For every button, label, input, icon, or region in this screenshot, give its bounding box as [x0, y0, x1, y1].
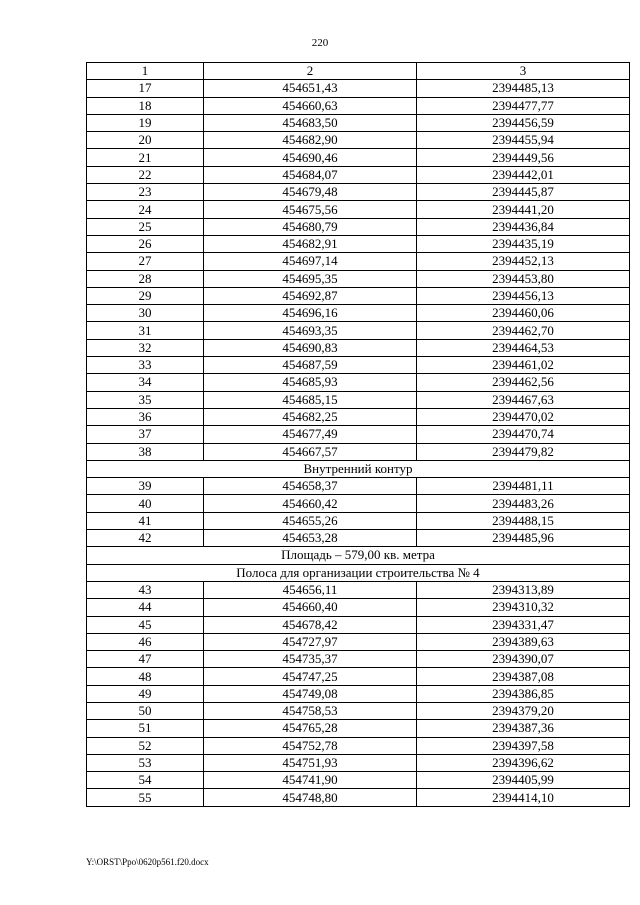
y-coordinate-cell: 2394488,15 [417, 512, 630, 529]
point-number-cell: 40 [87, 495, 204, 512]
y-coordinate-cell: 2394485,13 [417, 80, 630, 97]
x-coordinate-cell: 454658,37 [204, 478, 417, 495]
file-path-footer: Y:\ORST\Ppo\0620p561.f20.docx [86, 857, 209, 867]
x-coordinate-cell: 454735,37 [204, 651, 417, 668]
x-coordinate-cell: 454741,90 [204, 772, 417, 789]
y-coordinate-cell: 2394455,94 [417, 132, 630, 149]
y-coordinate-cell: 2394310,32 [417, 599, 630, 616]
y-coordinate-cell: 2394414,10 [417, 789, 630, 806]
table-section-row [87, 460, 630, 477]
x-coordinate-cell: 454682,25 [204, 408, 417, 425]
page-number: 220 [311, 37, 329, 49]
table-row [87, 391, 630, 408]
y-coordinate-cell: 2394467,63 [417, 391, 630, 408]
table-row [87, 235, 630, 252]
x-coordinate-cell: 454747,25 [204, 668, 417, 685]
point-number-cell: 19 [87, 114, 204, 131]
header-cell-2: 2 [204, 63, 417, 80]
x-coordinate-cell: 454752,78 [204, 737, 417, 754]
table-row [87, 97, 630, 114]
table-row [87, 495, 630, 512]
point-number-cell: 48 [87, 668, 204, 685]
y-coordinate-cell: 2394313,89 [417, 581, 630, 598]
y-coordinate-cell: 2394453,80 [417, 270, 630, 287]
table-row [87, 201, 630, 218]
x-coordinate-cell: 454690,46 [204, 149, 417, 166]
point-number-cell: 51 [87, 720, 204, 737]
point-number-cell: 32 [87, 339, 204, 356]
y-coordinate-cell: 2394456,59 [417, 114, 630, 131]
table-row [87, 616, 630, 633]
table-row [87, 737, 630, 754]
y-coordinate-cell: 2394461,02 [417, 357, 630, 374]
point-number-cell: 47 [87, 651, 204, 668]
x-coordinate-cell: 454697,14 [204, 253, 417, 270]
table-row [87, 339, 630, 356]
y-coordinate-cell: 2394387,08 [417, 668, 630, 685]
x-coordinate-cell: 454679,48 [204, 184, 417, 201]
y-coordinate-cell: 2394477,77 [417, 97, 630, 114]
point-number-cell: 29 [87, 287, 204, 304]
y-coordinate-cell: 2394436,84 [417, 218, 630, 235]
x-coordinate-cell: 454667,57 [204, 443, 417, 460]
point-number-cell: 45 [87, 616, 204, 633]
point-number-cell: 41 [87, 512, 204, 529]
table-row [87, 408, 630, 425]
x-coordinate-cell: 454748,80 [204, 789, 417, 806]
point-number-cell: 44 [87, 599, 204, 616]
point-number-cell: 18 [87, 97, 204, 114]
y-coordinate-cell: 2394442,01 [417, 166, 630, 183]
table-row [87, 374, 630, 391]
x-coordinate-cell: 454660,40 [204, 599, 417, 616]
table-row [87, 772, 630, 789]
point-number-cell: 55 [87, 789, 204, 806]
y-coordinate-cell: 2394470,74 [417, 426, 630, 443]
y-coordinate-cell: 2394483,26 [417, 495, 630, 512]
point-number-cell: 53 [87, 754, 204, 771]
x-coordinate-cell: 454682,90 [204, 132, 417, 149]
section-title: Площадь – 579,00 кв. метра [87, 547, 630, 564]
x-coordinate-cell: 454751,93 [204, 754, 417, 771]
y-coordinate-cell: 2394389,63 [417, 633, 630, 650]
y-coordinate-cell: 2394481,11 [417, 478, 630, 495]
table-row [87, 305, 630, 322]
table-row [87, 633, 630, 650]
x-coordinate-cell: 454655,26 [204, 512, 417, 529]
x-coordinate-cell: 454684,07 [204, 166, 417, 183]
x-coordinate-cell: 454685,93 [204, 374, 417, 391]
point-number-cell: 46 [87, 633, 204, 650]
y-coordinate-cell: 2394435,19 [417, 235, 630, 252]
x-coordinate-cell: 454758,53 [204, 702, 417, 719]
point-number-cell: 52 [87, 737, 204, 754]
table-row [87, 270, 630, 287]
section-title: Полоса для организации строительства № 4 [87, 564, 630, 581]
y-coordinate-cell: 2394485,96 [417, 530, 630, 547]
x-coordinate-cell: 454653,28 [204, 530, 417, 547]
point-number-cell: 20 [87, 132, 204, 149]
table-row [87, 720, 630, 737]
y-coordinate-cell: 2394331,47 [417, 616, 630, 633]
x-coordinate-cell: 454683,50 [204, 114, 417, 131]
point-number-cell: 54 [87, 772, 204, 789]
y-coordinate-cell: 2394390,07 [417, 651, 630, 668]
x-coordinate-cell: 454693,35 [204, 322, 417, 339]
x-coordinate-cell: 454695,35 [204, 270, 417, 287]
table-row [87, 443, 630, 460]
x-coordinate-cell: 454727,97 [204, 633, 417, 650]
table-row [87, 512, 630, 529]
table-section-row [87, 564, 630, 581]
point-number-cell: 37 [87, 426, 204, 443]
point-number-cell: 17 [87, 80, 204, 97]
y-coordinate-cell: 2394462,70 [417, 322, 630, 339]
y-coordinate-cell: 2394449,56 [417, 149, 630, 166]
x-coordinate-cell: 454749,08 [204, 685, 417, 702]
table-row [87, 80, 630, 97]
table-row [87, 685, 630, 702]
point-number-cell: 43 [87, 581, 204, 598]
table-row [87, 599, 630, 616]
point-number-cell: 27 [87, 253, 204, 270]
x-coordinate-cell: 454678,42 [204, 616, 417, 633]
coordinates-table [86, 62, 630, 807]
x-coordinate-cell: 454687,59 [204, 357, 417, 374]
point-number-cell: 50 [87, 702, 204, 719]
table-row [87, 702, 630, 719]
x-coordinate-cell: 454675,56 [204, 201, 417, 218]
table-row [87, 166, 630, 183]
table-body [87, 63, 630, 807]
table-row [87, 357, 630, 374]
point-number-cell: 26 [87, 235, 204, 252]
header-cell-1: 1 [87, 63, 204, 80]
x-coordinate-cell: 454682,91 [204, 235, 417, 252]
y-coordinate-cell: 2394386,85 [417, 685, 630, 702]
y-coordinate-cell: 2394464,53 [417, 339, 630, 356]
table-section-row [87, 547, 630, 564]
point-number-cell: 28 [87, 270, 204, 287]
table-row [87, 114, 630, 131]
x-coordinate-cell: 454677,49 [204, 426, 417, 443]
section-title: Внутренний контур [87, 460, 630, 477]
y-coordinate-cell: 2394460,06 [417, 305, 630, 322]
table-row [87, 668, 630, 685]
y-coordinate-cell: 2394479,82 [417, 443, 630, 460]
point-number-cell: 21 [87, 149, 204, 166]
point-number-cell: 33 [87, 357, 204, 374]
point-number-cell: 49 [87, 685, 204, 702]
y-coordinate-cell: 2394470,02 [417, 408, 630, 425]
y-coordinate-cell: 2394445,87 [417, 184, 630, 201]
y-coordinate-cell: 2394452,13 [417, 253, 630, 270]
table-row [87, 287, 630, 304]
x-coordinate-cell: 454660,42 [204, 495, 417, 512]
point-number-cell: 31 [87, 322, 204, 339]
table-row [87, 789, 630, 806]
y-coordinate-cell: 2394387,36 [417, 720, 630, 737]
table-row [87, 322, 630, 339]
y-coordinate-cell: 2394462,56 [417, 374, 630, 391]
header-cell-3: 3 [417, 63, 630, 80]
table-header-row [87, 63, 630, 80]
point-number-cell: 24 [87, 201, 204, 218]
point-number-cell: 34 [87, 374, 204, 391]
x-coordinate-cell: 454660,63 [204, 97, 417, 114]
point-number-cell: 35 [87, 391, 204, 408]
x-coordinate-cell: 454651,43 [204, 80, 417, 97]
x-coordinate-cell: 454696,16 [204, 305, 417, 322]
x-coordinate-cell: 454765,28 [204, 720, 417, 737]
point-number-cell: 38 [87, 443, 204, 460]
y-coordinate-cell: 2394379,20 [417, 702, 630, 719]
x-coordinate-cell: 454692,87 [204, 287, 417, 304]
point-number-cell: 39 [87, 478, 204, 495]
table-row [87, 651, 630, 668]
point-number-cell: 30 [87, 305, 204, 322]
table-row [87, 426, 630, 443]
table-row [87, 754, 630, 771]
table-row [87, 581, 630, 598]
x-coordinate-cell: 454690,83 [204, 339, 417, 356]
point-number-cell: 25 [87, 218, 204, 235]
table-row [87, 253, 630, 270]
y-coordinate-cell: 2394396,62 [417, 754, 630, 771]
point-number-cell: 23 [87, 184, 204, 201]
y-coordinate-cell: 2394441,20 [417, 201, 630, 218]
table-row [87, 149, 630, 166]
y-coordinate-cell: 2394405,99 [417, 772, 630, 789]
table-row [87, 530, 630, 547]
point-number-cell: 42 [87, 530, 204, 547]
y-coordinate-cell: 2394397,58 [417, 737, 630, 754]
table-row [87, 478, 630, 495]
table-row [87, 184, 630, 201]
x-coordinate-cell: 454656,11 [204, 581, 417, 598]
y-coordinate-cell: 2394456,13 [417, 287, 630, 304]
x-coordinate-cell: 454680,79 [204, 218, 417, 235]
table-row [87, 132, 630, 149]
x-coordinate-cell: 454685,15 [204, 391, 417, 408]
point-number-cell: 36 [87, 408, 204, 425]
point-number-cell: 22 [87, 166, 204, 183]
table-row [87, 218, 630, 235]
